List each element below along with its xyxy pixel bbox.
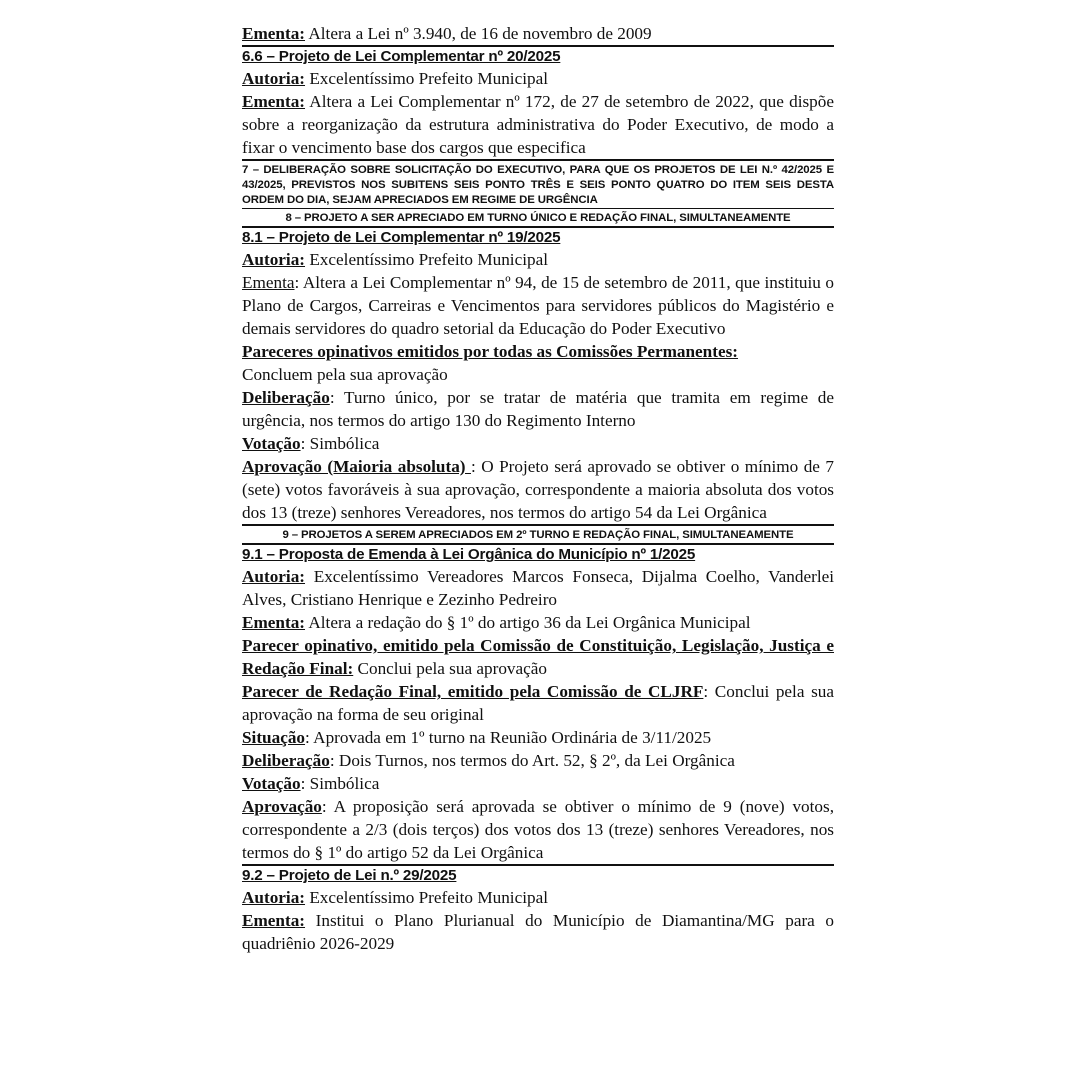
ementa-previous: [242, 22, 834, 45]
document-column: [242, 22, 834, 955]
autoria-text: Excelentíssimo Prefeito Municipal: [305, 69, 548, 88]
pareceres-text: Concluem pela sua aprovação: [242, 365, 448, 384]
ementa-text: Institui o Plano Plurianual do Município de Diamantina/MG para o quadriênio 2026-2029: [242, 911, 834, 953]
autoria-text: Excelentíssimo Prefeito Municipal: [305, 250, 548, 269]
ementa-label: Ementa:: [242, 613, 306, 632]
ementa-6-6: [242, 90, 834, 159]
aprovacao-text: : O Projeto será aprovado se obtiver o mínimo de 7 (sete) votos favoráveis à sua aprovação, correspondente a maioria absoluta dos votos dos 13 (treze) senhores Vereadores, nos termos do artigo 54 da Lei Orgânica: [242, 457, 834, 522]
parecer-text: Conclui pela sua aprovação: [353, 659, 547, 678]
autoria-label: Autoria:: [242, 888, 306, 907]
item-8-title: 8 – PROJETO A SER APRECIADO EM TURNO ÚNICO E REDAÇÃO FINAL, SIMULTANEAMENTE: [285, 212, 791, 224]
votacao-text: : Simbólica: [300, 774, 380, 793]
heading-9-2: 9.2 – Projeto de Lei n.º 29/2025: [242, 867, 457, 884]
autoria-label: Autoria:: [242, 69, 306, 88]
votacao-8-1: [242, 432, 834, 455]
pareceres-label: Pareceres opinativos emitidos por todas as Comissões Permanentes:: [242, 342, 739, 361]
deliberacao-label: Deliberação: [242, 751, 330, 770]
ementa-label: Ementa: [242, 273, 295, 292]
deliberacao-text: : Turno único, por se tratar de matéria que tramita em regime de urgência, nos termos do artigo 130 do Regimento Interno: [242, 388, 834, 430]
situacao-text: : Aprovada em 1º turno na Reunião Ordinária de 3/11/2025: [305, 728, 712, 747]
autoria-9-1: [242, 565, 834, 611]
deliberacao-label: Deliberação: [242, 388, 330, 407]
autoria-8-1: [242, 248, 834, 271]
parecer-redacao-text: : Conclui pela sua aprovação na forma de seu original: [242, 682, 834, 724]
ementa-label: Ementa:: [242, 911, 306, 930]
parecer-redacao-label: Parecer de Redação Final, emitido pela Comissão de CLJRF: [242, 682, 704, 701]
heading-6-6: 6.6 – Projeto de Lei Complementar nº 20/2025: [242, 48, 561, 65]
aprovacao-label: Aprovação: [242, 797, 322, 816]
parecer-opinativo-9-1: [242, 634, 834, 680]
votacao-text: : Simbólica: [300, 434, 380, 453]
heading-8-1: 8.1 – Projeto de Lei Complementar nº 19/2025: [242, 229, 561, 246]
aprovacao-9-1: [242, 795, 834, 864]
aprovacao-label: Aprovação (Maioria absoluta): [242, 457, 471, 476]
autoria-6-6: [242, 67, 834, 90]
item-7-deliberacao-urgencia: 7 – DELIBERAÇÃO SOBRE SOLICITAÇÃO DO EXECUTIVO, PARA QUE OS PROJETOS DE LEI N.º 42/2025 E 43/2025, PREVISTOS NOS SUBITENS SEIS PONTO TRÊS E SEIS PONTO QUATRO DO ITEM SEIS DESTA ORDEM DO DIA, SEJAM APRECIADOS EM REGIME DE URGÊNCIA: [242, 164, 834, 206]
deliberacao-9-1: [242, 749, 834, 772]
ementa-text: Altera a redação do § 1º do artigo 36 da Lei Orgânica Municipal: [305, 613, 751, 632]
ementa-text: : Altera a Lei Complementar nº 94, de 15 de setembro de 2011, que instituiu o Plano de Cargos, Carreiras e Vencimentos para servidores públicos do Magistério e demais servidores do quadro setorial da Educação do Poder Executivo: [242, 273, 834, 338]
deliberacao-text: : Dois Turnos, nos termos do Art. 52, § 2º, da Lei Orgânica: [329, 751, 735, 770]
ementa-text: Altera a Lei nº 3.940, de 16 de novembro de 2009: [305, 24, 652, 43]
parecer-label: Parecer opinativo, emitido pela Comissão de Constituição, Legislação, Justiça e Redação Final:: [242, 636, 834, 678]
ementa-text: Altera a Lei Complementar nº 172, de 27 de setembro de 2022, que dispõe sobre a reorganização da estrutura administrativa do Poder Executivo, de modo a fixar o vencimento base dos cargos que especifica: [242, 92, 834, 157]
deliberacao-8-1: [242, 386, 834, 432]
pareceres-8-1: [242, 340, 834, 386]
autoria-9-2: [242, 886, 834, 909]
autoria-text: Excelentíssimo Prefeito Municipal: [305, 888, 548, 907]
ementa-8-1: [242, 271, 834, 340]
ementa-label: Ementa:: [242, 92, 306, 111]
aprovacao-8-1: [242, 455, 834, 524]
ementa-label: Ementa:: [242, 24, 306, 43]
votacao-9-1: [242, 772, 834, 795]
autoria-text: Excelentíssimo Vereadores Marcos Fonseca, Dijalma Coelho, Vanderlei Alves, Cristiano Henrique e Zezinho Pedreiro: [242, 567, 834, 609]
votacao-label: Votação: [242, 774, 301, 793]
situacao-9-1: [242, 726, 834, 749]
votacao-label: Votação: [242, 434, 301, 453]
item-9-title: 9 – PROJETOS A SEREM APRECIADOS EM 2º TURNO E REDAÇÃO FINAL, SIMULTANEAMENTE: [282, 529, 794, 541]
aprovacao-text: : A proposição será aprovada se obtiver o mínimo de 9 (nove) votos, correspondente a 2/3 (dois terços) dos votos dos 13 (treze) senhores Vereadores, nos termos do § 1º do artigo 52 da Lei Orgânica: [242, 797, 834, 862]
situacao-label: Situação: [242, 728, 306, 747]
ementa-9-1: [242, 611, 834, 634]
parecer-redacao-final-9-1: [242, 680, 834, 726]
autoria-label: Autoria:: [242, 250, 306, 269]
autoria-label: Autoria:: [242, 567, 306, 586]
heading-9-1: 9.1 – Proposta de Emenda à Lei Orgânica do Município nº 1/2025: [242, 546, 696, 563]
ementa-9-2: [242, 909, 834, 955]
